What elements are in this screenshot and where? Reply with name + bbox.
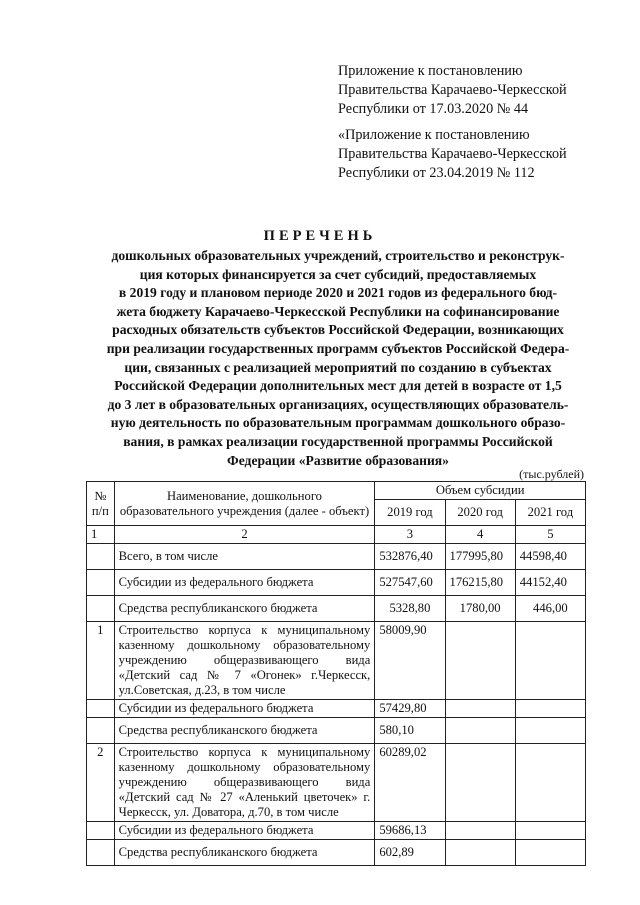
header-line: «Приложение к постановлению [338, 127, 530, 143]
value-2019: 602,89 [375, 840, 445, 866]
value-2019: 58009,90 [375, 622, 445, 700]
subsidy-table [86, 481, 586, 866]
column-header-subsidy: Объем субсидии [375, 482, 586, 500]
object-name: Строительство корпуса к муниципальному казенному дошкольному образовательному учреждению общеразвивающего вида «Детский сад № 27 «Аленький цветочек» г. Черкесск, ул. Доватора, д.70, в том числе [114, 744, 375, 822]
header-line: Правительства Карачаево-Черкесской [338, 146, 567, 162]
value-2019: 5328,80 [375, 596, 445, 622]
value-2019: 532876,40 [375, 544, 445, 570]
column-header-year: 2021 год [515, 500, 585, 526]
cell-empty [87, 700, 115, 718]
column-header-name: Наименование, дошкольного образовательного учреждения (далее - объект) [114, 482, 375, 526]
table-row [87, 622, 586, 700]
row-label: Средства республиканского бюджета [114, 596, 375, 622]
value-2019: 527547,60 [375, 570, 445, 596]
table-row [87, 744, 586, 822]
header-line: Приложение к постановлению [338, 63, 523, 79]
row-label: Субсидии из федерального бюджета [114, 822, 375, 840]
table-header-row [87, 482, 586, 500]
header-line: Правительства Карачаево-Черкесской [338, 82, 567, 98]
value-2021 [515, 840, 585, 866]
value-2021: 44598,40 [515, 544, 585, 570]
value-2020 [445, 718, 515, 744]
column-number: 2 [114, 526, 375, 544]
value-2019: 60289,02 [375, 744, 445, 822]
table-row [87, 570, 586, 596]
document-title: ПЕРЕЧЕНЬ [263, 228, 377, 244]
column-header-number: № п/п [87, 482, 115, 526]
column-number: 1 [87, 526, 115, 544]
cell-empty [87, 570, 115, 596]
document-subtitle [88, 247, 588, 470]
value-2021 [515, 744, 585, 822]
row-label: Субсидии из федерального бюджета [114, 570, 375, 596]
header-line: Республики от 23.04.2019 № 112 [338, 165, 535, 181]
row-label: Средства республиканского бюджета [114, 718, 375, 744]
table-row [87, 700, 586, 718]
column-header-year: 2020 год [445, 500, 515, 526]
column-header-year: 2019 год [375, 500, 445, 526]
value-2021 [515, 622, 585, 700]
table-row [87, 718, 586, 744]
subtitle-line: жета бюджету Карачаево-Черкесской Республики на софинансирование [116, 303, 560, 319]
cell-empty [87, 840, 115, 866]
table-row [87, 822, 586, 840]
value-2021 [515, 822, 585, 840]
header-line: Республики от 17.03.2020 № 44 [338, 101, 529, 117]
subtitle-line: вания, в рамках реализации государственной программы Российской [123, 433, 553, 449]
row-number: 2 [87, 744, 115, 822]
value-2020 [445, 822, 515, 840]
column-number: 5 [515, 526, 585, 544]
value-2021: 44152,40 [515, 570, 585, 596]
subtitle-line: при реализации государственных программ субъектов Российской Федера- [106, 340, 570, 356]
approval-header [338, 62, 567, 119]
value-2020 [445, 700, 515, 718]
value-2020: 1780,00 [445, 596, 515, 622]
subtitle-line: ция которых финансируется за счет субсидий, предоставляемых [139, 266, 537, 282]
column-number-row [87, 526, 586, 544]
cell-empty [87, 822, 115, 840]
column-number: 4 [445, 526, 515, 544]
value-2021: 446,00 [515, 596, 585, 622]
value-2020 [445, 622, 515, 700]
object-name: Строительство корпуса к муниципальному казенному дошкольному образовательному учреждению общеразвивающего вида «Детский сад № 7 «Огонек» г.Черкесск, ул.Советская, д.23, в том числе [114, 622, 375, 700]
original-approval-header [338, 126, 567, 183]
value-2020 [445, 840, 515, 866]
subtitle-line: до 3 лет в образовательных организациях, осуществляющих образователь- [107, 396, 569, 412]
value-2021 [515, 700, 585, 718]
value-2019: 580,10 [375, 718, 445, 744]
table-row [87, 596, 586, 622]
value-2020: 176215,80 [445, 570, 515, 596]
row-label: Всего, в том числе [114, 544, 375, 570]
subtitle-line: Российской Федерации дополнительных мест для детей в возрасте от 1,5 [114, 378, 562, 394]
table-row [87, 544, 586, 570]
subtitle-line: расходных обязательств субъектов Российской Федерации, возникающих [112, 322, 564, 338]
row-number: 1 [87, 622, 115, 700]
value-2019: 59686,13 [375, 822, 445, 840]
cell-empty [87, 596, 115, 622]
unit-label: (тыс.рублей) [519, 467, 584, 481]
subtitle-line: ции, связанных с реализацией мероприятий по созданию в субъектах [124, 359, 552, 375]
subtitle-line: Федерации «Развитие образования» [227, 452, 449, 468]
value-2019: 57429,80 [375, 700, 445, 718]
subtitle-line: дошкольных образовательных учреждений, строительство и реконструк- [111, 248, 565, 263]
row-label: Субсидии из федерального бюджета [114, 700, 375, 718]
column-number: 3 [375, 526, 445, 544]
table-row [87, 840, 586, 866]
value-2020: 177995,80 [445, 544, 515, 570]
cell-empty [87, 544, 115, 570]
row-label: Средства республиканского бюджета [114, 840, 375, 866]
subtitle-line: ную деятельность по образовательным программам дошкольного образо- [110, 415, 566, 431]
subtitle-line: в 2019 году и плановом периоде 2020 и 2021 годов из федерального бюд- [118, 285, 558, 301]
value-2021 [515, 718, 585, 744]
value-2020 [445, 744, 515, 822]
cell-empty [87, 718, 115, 744]
